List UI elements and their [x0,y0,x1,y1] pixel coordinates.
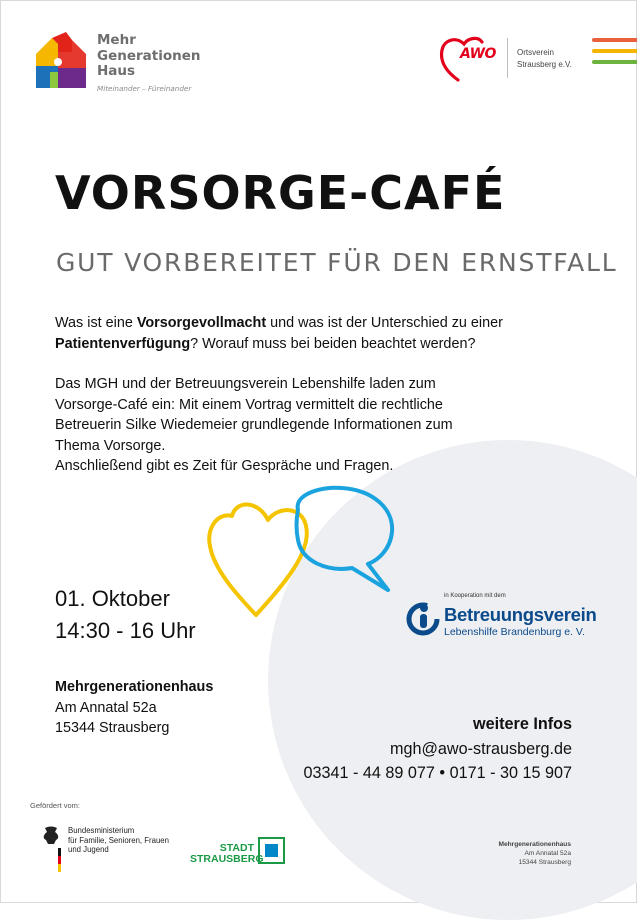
cooperation-label: in Kooperation mit dem [444,593,506,599]
federal-eagle-icon [40,826,62,874]
bmfsfj-line1: Bundesministerium [68,826,135,835]
event-time: 14:30 - 16 Uhr [55,618,196,643]
betreuungsverein-name: Betreuungsverein [444,604,597,625]
intro-bold-vorsorgevollmacht: Vorsorgevollmacht [136,315,267,331]
location-city: 15344 Strausberg [55,720,170,736]
description-line: Betreuerin Silke Wiedemeier grundlegende Informationen zum [55,417,453,433]
stadt-line1: STADT [219,842,254,854]
contact-heading: weitere Infos [473,715,572,733]
description-line: Vorsorge-Café ein: Mit einem Vortrag vermittelt die rechtliche [55,396,443,413]
contact-email[interactable]: mgh@awo-strausberg.de [390,739,572,758]
awo-ortsverein [517,47,572,71]
footer-address [498,840,571,867]
page-subtitle: GUT VORBEREITET FÜR DEN ERNSTFALL [56,248,618,277]
intro-text-3: ? Worauf muss bei beiden beachtet werden? [190,335,476,352]
event-address [55,677,213,739]
heart-speech-bubble-icon [202,480,407,625]
event-datetime [55,583,196,647]
awo-org-line1: Ortsverein [517,48,554,57]
description-paragraph [55,374,575,477]
betreuungsverein-logo-icon [406,600,440,636]
intro-text-2: und was ist der Unterschied zu einer [266,315,503,331]
location-street: Am Annatal 52a [55,699,157,716]
description-line: Thema Vorsorge. [55,437,166,454]
betreuungsverein-sub: Lebenshilfe Brandenburg e. V. [444,626,585,638]
mgh-logo-wordmark [97,33,201,80]
bmfsfj-line3: und Jugend [68,845,109,855]
stadt-strausberg-logo-icon [258,837,285,864]
bmfsfj-line2: für Familie, Senioren, Frauen [68,835,169,845]
contact-info [304,712,573,786]
event-date: 01. Oktober [55,586,170,611]
mgh-tagline: Miteinander – Füreinander [97,84,192,93]
contact-phones[interactable]: 03341 - 44 89 077 • 0171 - 30 15 907 [303,764,572,782]
mgh-line2: Generationen [97,47,201,64]
mgh-line3: Haus [97,63,136,79]
intro-text-1: Was ist eine [55,315,137,331]
intro-bold-patientenverfuegung: Patientenverfügung [55,335,191,352]
description-line: Anschließend gibt es Zeit für Gespräche und Fragen. [55,458,394,474]
awo-stripes-icon [592,38,637,78]
footer-name: Mehrgenerationenhaus [498,841,571,848]
awo-logo-text: AWO [460,46,496,62]
stadt-strausberg-wordmark [190,842,264,865]
sponsor-label: Gefördert vom: [30,801,81,810]
stadt-line2: STRAUSBERG [190,853,264,865]
mgh-line1: Mehr [97,32,136,48]
footer-city: 15344 Strausberg [518,859,571,866]
awo-divider [507,38,508,78]
intro-paragraph [55,313,575,354]
bmfsfj-text [68,826,169,855]
description-line: Das MGH und der Betreuungsverein Lebenshilfe laden zum [55,376,436,392]
footer-street: Am Annatal 52a [524,850,571,857]
location-name: Mehrgenerationenhaus [55,679,214,695]
page-title: VORSORGE-CAFÉ [55,166,506,220]
body-text [55,313,575,497]
awo-org-line2: Strausberg e.V. [517,60,572,69]
mehrgenerationenhaus-logo-icon [32,32,92,96]
